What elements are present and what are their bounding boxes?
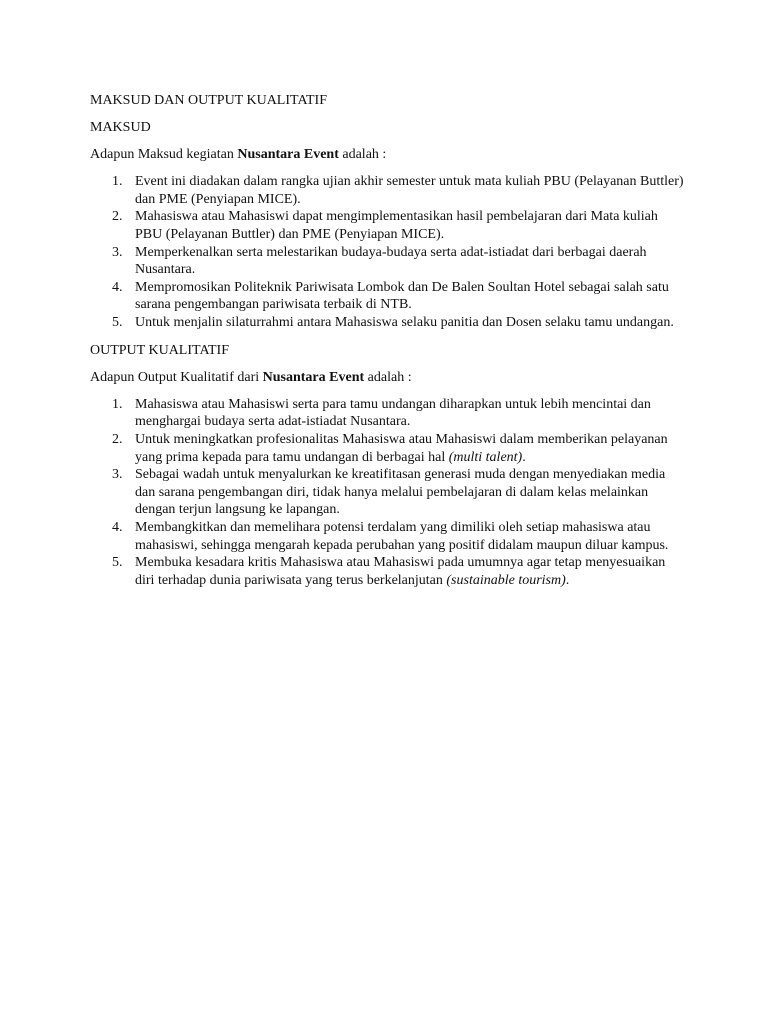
output-intro-prefix: Adapun Output Kualitatif dari (90, 369, 263, 385)
list-number: 1. (112, 396, 123, 412)
list-line-italic: (multi talent) (448, 449, 523, 465)
output-list (90, 396, 690, 590)
maksud-intro-prefix: Adapun Maksud kegiatan (90, 147, 238, 163)
list-line: Mahasiswa atau Mahasiswi dapat mengimplementasikan hasil pembelajaran dari Mata kuliah (135, 209, 658, 225)
list-line-prefix: diri terhadap dunia pariwisata yang terus berkelanjutan (135, 572, 447, 588)
maksud-intro-suffix: adalah : (338, 147, 387, 163)
list-number: 5. (112, 315, 123, 331)
list-line: PBU (Pelayanan Buttler) dan PME (Penyiapan MICE). (135, 227, 445, 243)
output-intro (90, 369, 690, 387)
list-number: 3. (112, 244, 123, 260)
list-item (90, 554, 690, 589)
output-intro-event-name: Nusantara Event (262, 369, 365, 385)
list-number: 2. (112, 209, 123, 225)
list-item (90, 279, 690, 314)
document-title: MAKSUD DAN OUTPUT KUALITATIF (90, 93, 328, 108)
list-line-prefix: yang prima kepada para tamu undangan di berbagai hal (135, 449, 449, 465)
maksud-heading: MAKSUD (90, 120, 151, 136)
list-line: Memperkenalkan serta melestarikan budaya-budaya serta adat-istiadat dari berbagai daerah (135, 244, 647, 260)
list-number: 2. (112, 432, 123, 447)
list-line: mahasiswi, sehingga mengarah kepada perubahan yang positif didalam maupun diluar kampus. (135, 537, 669, 553)
list-line: dan sarana pengembangan diri, tidak hanya melalui pembelajaran di dalam kelas melainkan (135, 484, 649, 500)
list-line-suffix: . (565, 572, 570, 588)
list-item (90, 314, 690, 332)
list-line-italic: (sustainable tourism) (446, 572, 566, 588)
list-item (90, 519, 690, 554)
list-item (90, 466, 690, 519)
maksud-intro-event-name: Nusantara Event (237, 147, 339, 163)
list-line: Event ini diadakan dalam rangka ujian akhir semester untuk mata kuliah PBU (Pelayanan Buttler) (135, 174, 684, 190)
list-item (90, 244, 690, 279)
list-line: Untuk meningkatkan profesionalitas Mahasiswa atau Mahasiswi dalam memberikan pelayanan (135, 432, 668, 447)
list-line: menghargai budaya serta adat-istiadat Nusantara. (135, 414, 411, 430)
list-number: 3. (112, 467, 123, 483)
list-line: dengan terjun langsung ke lapangan. (135, 502, 340, 518)
list-line: Membuka kesadara kritis Mahasiswa atau Mahasiswi pada umumnya agar tetap menyesuaikan (135, 555, 666, 571)
list-number: 5. (112, 555, 123, 571)
maksud-intro (90, 146, 690, 164)
list-item (90, 396, 690, 431)
list-line: dan PME (Penyiapan MICE). (135, 191, 301, 207)
list-number: 4. (112, 519, 123, 535)
maksud-list (90, 173, 690, 331)
document-page (90, 92, 690, 599)
list-line: Mahasiswa atau Mahasiswi serta para tamu undangan diharapkan untuk lebih mencintai dan (135, 396, 651, 412)
list-number: 1. (112, 174, 123, 190)
list-item (90, 431, 690, 466)
output-heading: OUTPUT KUALITATIF (90, 342, 230, 358)
list-line: Membangkitkan dan memelihara potensi terdalam yang dimiliki oleh setiap mahasiswa atau (135, 519, 651, 535)
list-line: Untuk menjalin silaturrahmi antara Mahasiswa selaku panitia dan Dosen selaku tamu undangan. (135, 315, 674, 331)
list-number: 4. (112, 279, 123, 295)
list-line-suffix: . (522, 449, 526, 465)
list-item (90, 173, 690, 208)
list-line: Sebagai wadah untuk menyalurkan ke kreatifitasan generasi muda dengan menyediakan media (135, 467, 666, 483)
list-item (90, 208, 690, 243)
output-intro-suffix: adalah : (364, 369, 412, 385)
list-line: Mempromosikan Politeknik Pariwisata Lombok dan De Balen Soultan Hotel sebagai salah satu (135, 279, 669, 295)
list-line: Nusantara. (135, 262, 196, 278)
list-line: sarana pengembangan pariwisata terbaik di NTB. (135, 297, 412, 313)
